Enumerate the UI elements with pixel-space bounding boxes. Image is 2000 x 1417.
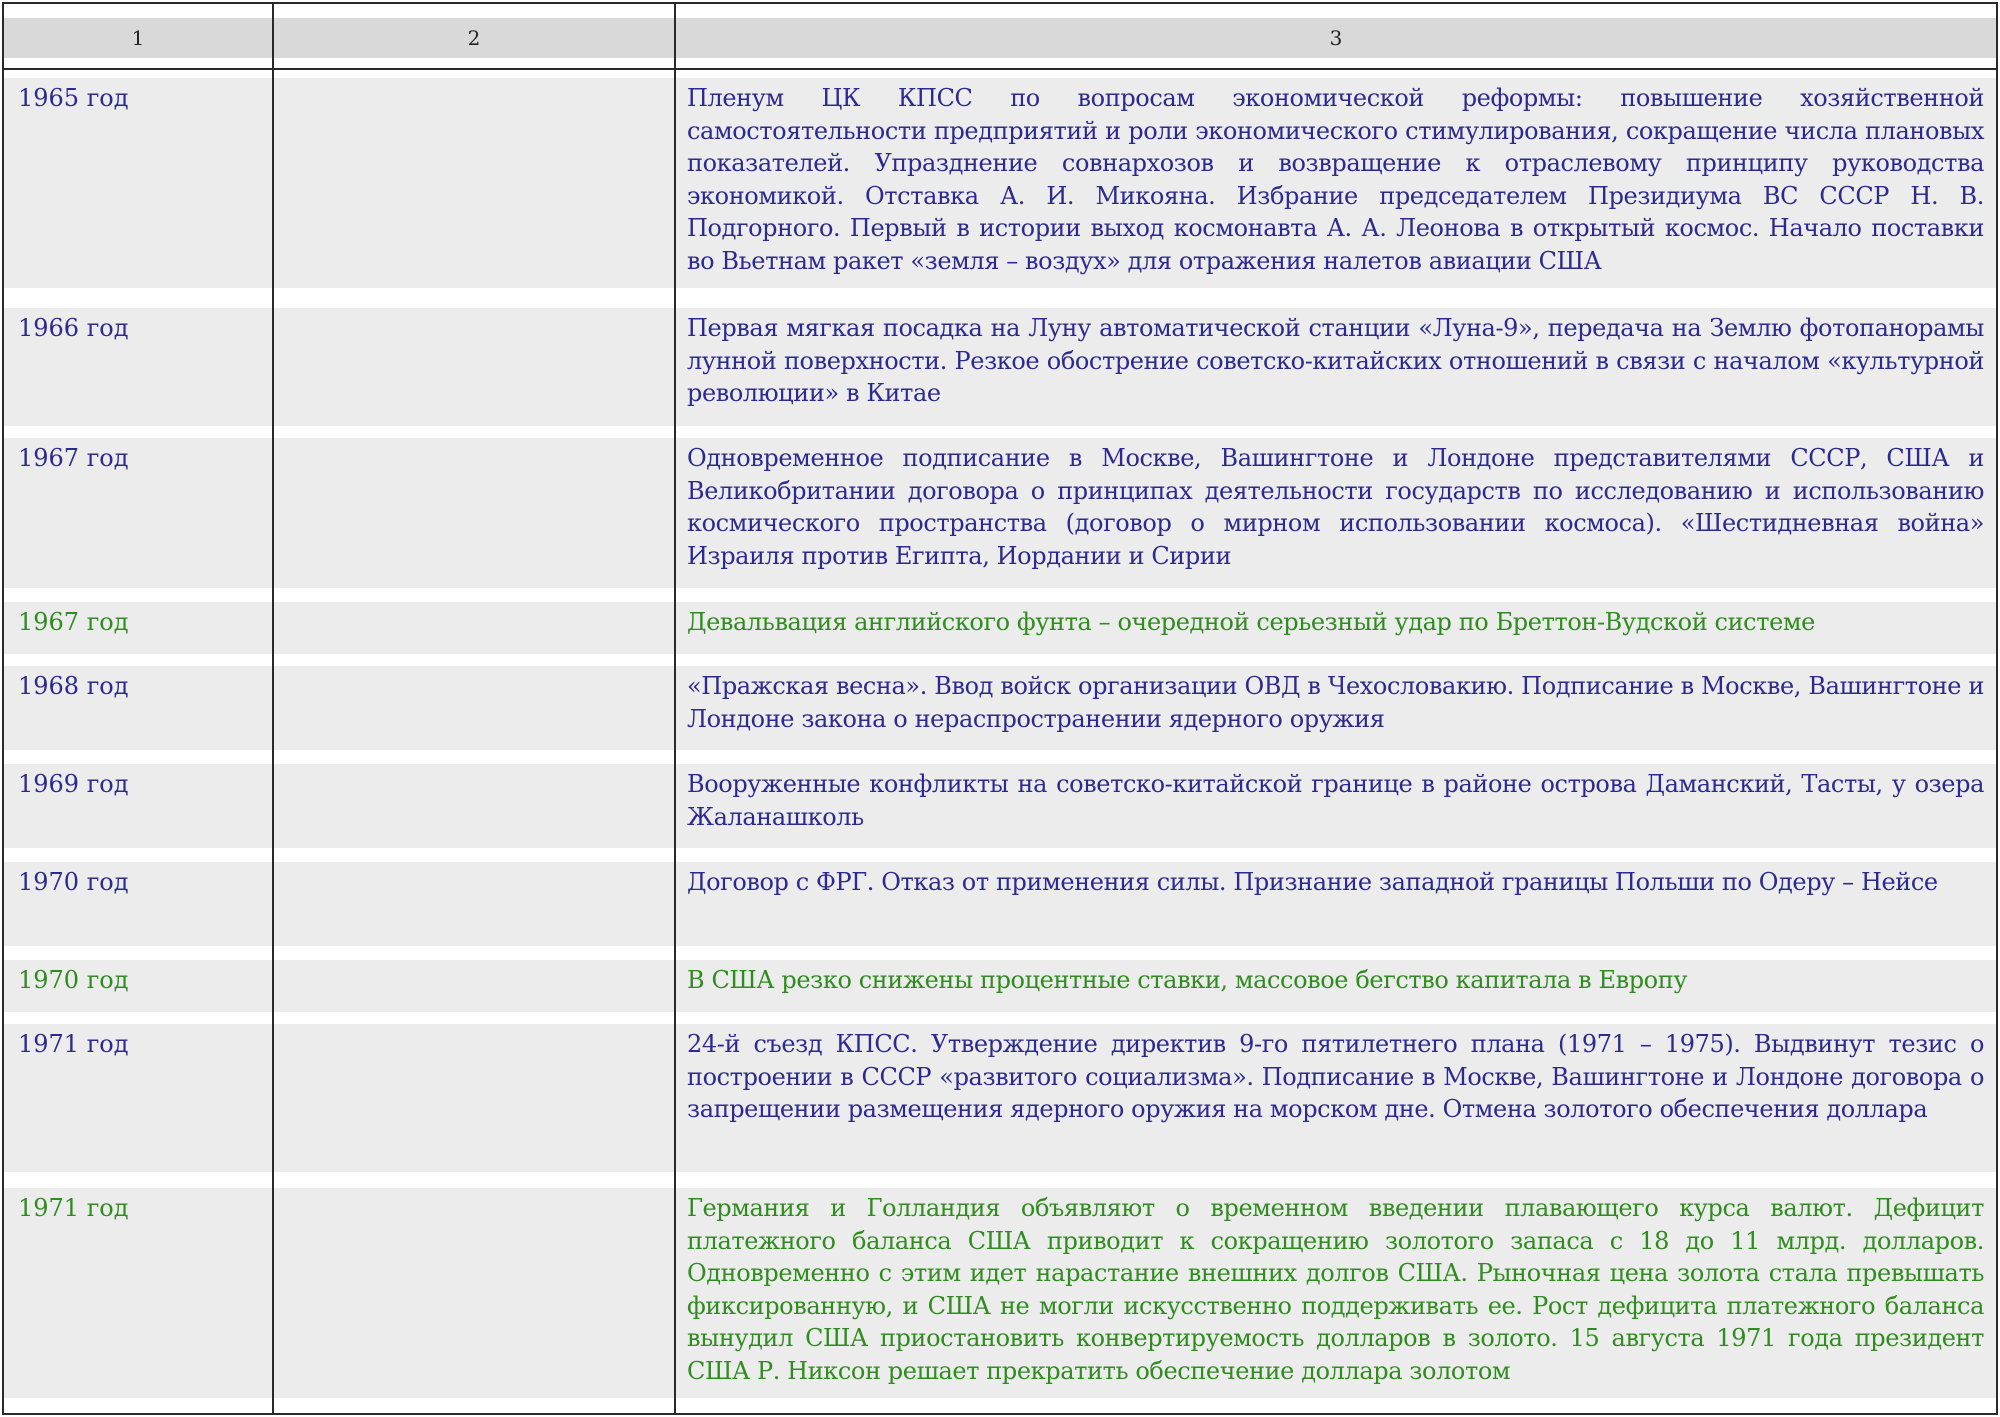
table-row: [4, 1188, 1996, 1398]
table-row: [4, 764, 1996, 848]
row-year: 1967 год: [18, 608, 129, 636]
row-year: 1968 год: [18, 672, 129, 700]
row-year: 1969 год: [18, 770, 129, 798]
table-row: [4, 862, 1996, 946]
table-row: [4, 666, 1996, 750]
row-description: Первая мягкая посадка на Луну автоматической станции «Луна-9», передача на Землю фотопанорамы лунной поверхности. Резкое обострение советско-китайских отношений в связи с началом «культурной революции» в Китае: [687, 314, 1984, 407]
row-description: Пленум ЦК КПСС по вопросам экономической реформы: повышение хозяйственной самостоятельности предприятий и роли экономического стимулирования, сокращение числа плановых показателей. Упразднение совнархозов и возвращение к отраслевому принципу руководства экономикой. Отставка А. И. Микояна. Избрание председателем Президиума ВС СССР Н. В. Подгорного. Первый в истории выход космонавта А. А. Леонова в открытый космос. Начало поставки во Вьетнам ракет «земля – воздух» для отражения налетов авиации США: [687, 84, 1984, 275]
row-description: Германия и Голландия объявляют о временном введении плавающего курса валют. Дефицит платежного баланса США приводит к сокращению золотого запаса с 18 до 11 млрд. долларов. Одновременно с этим идет нарастание внешних долгов США. Рыночная цена золота стала превышать фиксированную, и США не могли искусственно поддерживать ее. Рост дефицита платежного баланса вынудил США приостановить конвертируемость долларов в золото. 15 августа 1971 года президент США Р. Никсон решает прекратить обеспечение доллара золотом: [687, 1194, 1984, 1385]
row-year: 1970 год: [18, 966, 129, 994]
row-year: 1971 год: [18, 1194, 129, 1222]
table-row: [4, 438, 1996, 588]
row-year: 1971 год: [18, 1030, 129, 1058]
table-row: [4, 1024, 1996, 1172]
table-row: [4, 308, 1996, 426]
table-row: [4, 960, 1996, 1012]
header-divider: [4, 68, 1996, 70]
row-year: 1966 год: [18, 314, 129, 342]
column-divider-1: [272, 4, 274, 1413]
row-year: 1970 год: [18, 868, 129, 896]
column-divider-2: [674, 4, 676, 1413]
table-row: [4, 78, 1996, 288]
row-description: Одновременное подписание в Москве, Вашингтоне и Лондоне представителями СССР, США и Великобритании договора о принципах деятельности государств по исследованию и использованию космического пространства (договор о мирном использовании космоса). «Шестидневная война» Израиля против Египта, Иордании и Сирии: [687, 444, 1984, 570]
row-description: Договор с ФРГ. Отказ от применения силы. Признание западной границы Польши по Одеру – Нейсе: [687, 868, 1938, 896]
row-description: Вооруженные конфликты на советско-китайской границе в районе острова Даманский, Тасты, у озера Жаланашколь: [687, 770, 1984, 831]
table-row: [4, 602, 1996, 654]
header-col-2: 2: [467, 26, 481, 50]
row-description: Девальвация английского фунта – очередной серьезный удар по Бреттон-Вудской системе: [687, 608, 1815, 636]
row-description: 24-й съезд КПСС. Утверждение директив 9-го пятилетнего плана (1971 – 1975). Выдвинут тезис о построении в СССР «развитого социализма». Подписание в Москве, Вашингтоне и Лондоне договора о запрещении размещения ядерного оружия на морском дне. Отмена золотого обеспечения доллара: [687, 1030, 1984, 1123]
row-year: 1965 год: [18, 84, 129, 112]
header-col-3: 3: [1329, 26, 1343, 50]
row-year: 1967 год: [18, 444, 129, 472]
row-description: «Пражская весна». Ввод войск организации ОВД в Чехословакию. Подписание в Москве, Вашингтоне и Лондоне закона о нераспространении ядерного оружия: [687, 672, 1984, 733]
chronology-table: [2, 2, 1998, 1415]
row-description: В США резко снижены процентные ставки, массовое бегство капитала в Европу: [687, 966, 1688, 994]
header-col-1: 1: [131, 26, 145, 50]
